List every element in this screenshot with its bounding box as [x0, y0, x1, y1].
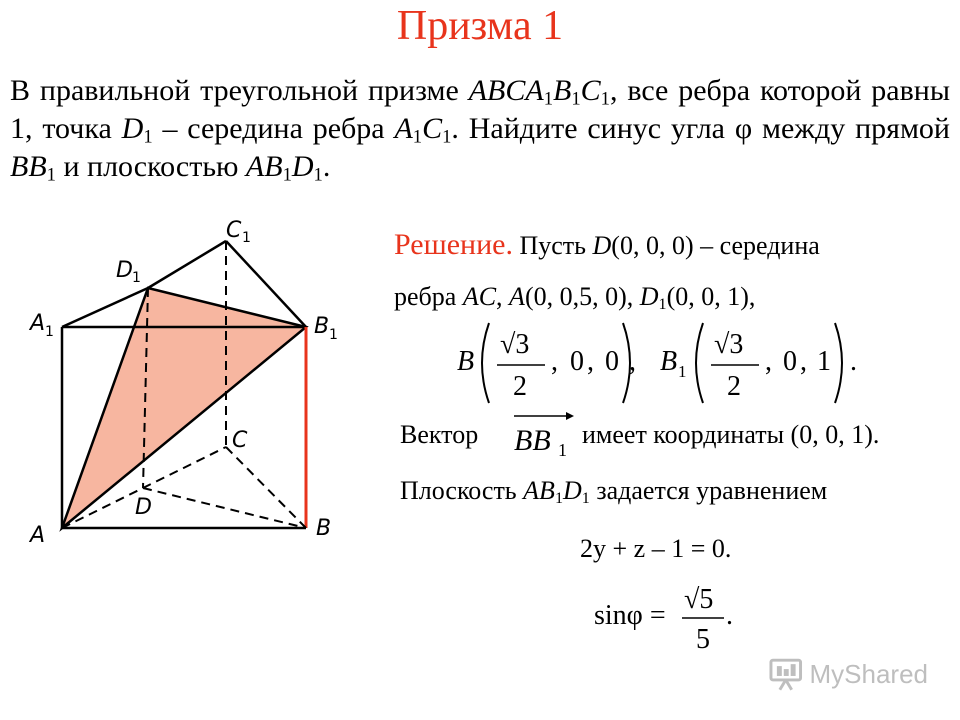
myshared-logo — [768, 652, 928, 696]
point-b1-sub: 1 — [678, 362, 687, 381]
svg-text:,: , — [551, 346, 558, 377]
two-b: 2 — [513, 371, 527, 402]
zero-b1: 0 — [783, 346, 797, 377]
zero-b-1: 0 — [570, 346, 584, 377]
plane-equation: 2y + z – 1 = 0. — [580, 534, 732, 563]
sqrt5: √5 — [684, 584, 714, 615]
label-b1-sub: 1 — [329, 327, 338, 343]
vector-line: Вектор — [400, 420, 479, 449]
two-b1: 2 — [727, 371, 741, 402]
plane-line: Плоскость $AB_1D_1$ задается уравнением — [400, 476, 828, 508]
label-c1-sub: 1 — [242, 230, 251, 246]
label-d1-sub: 1 — [132, 270, 141, 286]
svg-text:,: , — [800, 346, 807, 377]
logo-text: MyShared — [809, 658, 928, 689]
svg-text:.: . — [850, 346, 857, 377]
prism-figure — [20, 215, 360, 555]
vector-text: имеет координаты (0, 0, 1). — [582, 420, 880, 449]
points-b-b1-formula — [445, 315, 865, 410]
slide-title: Призма 1 — [396, 3, 564, 49]
svg-text:1: 1 — [558, 440, 567, 460]
one-b1: 1 — [817, 346, 831, 377]
point-b-label: B — [457, 346, 475, 377]
zero-b-2: 0 — [605, 346, 619, 377]
svg-text:BB: BB — [514, 424, 551, 457]
solution-heading: Решение. — [394, 228, 513, 261]
label-a: A — [30, 523, 46, 548]
five: 5 — [696, 624, 710, 655]
svg-text:,: , — [629, 346, 636, 377]
point-b1-label: B — [660, 346, 678, 377]
solution-line-2: ребра AC, A(0, 0,5, 0), $D_1(0$, 0, 1), — [394, 282, 756, 314]
svg-text:,: , — [765, 346, 772, 377]
label-c: C — [232, 428, 248, 453]
sqrt3-b1: √3 — [714, 329, 744, 360]
sin-lhs: sinφ = — [594, 600, 666, 631]
label-a1: A — [30, 311, 46, 336]
solution-line-1: Решение. Пусть D(0, 0, 0) – середина — [394, 228, 820, 261]
sin-formula — [590, 582, 750, 656]
label-c1: C — [226, 218, 242, 243]
sqrt3-b: √3 — [500, 329, 530, 360]
label-b: B — [316, 516, 332, 541]
label-b1: B — [314, 314, 330, 339]
label-a1-sub: 1 — [45, 324, 54, 340]
label-d1: D — [116, 258, 133, 283]
svg-text:,: , — [587, 346, 594, 377]
problem-statement: В правильной треугольной призме $ABCA_1B_1C_1$, все ребра которой равны 1, точка $D_1$ – середина ребра $A_1C_1$. Найдите синус угла φ между прямой $BB_1$ и плоскостью $AB_1D_1$. — [10, 74, 950, 186]
label-d: D — [135, 495, 152, 520]
presentation-icon — [768, 656, 804, 692]
vector-bb1 — [508, 408, 578, 462]
svg-text:.: . — [726, 600, 733, 631]
